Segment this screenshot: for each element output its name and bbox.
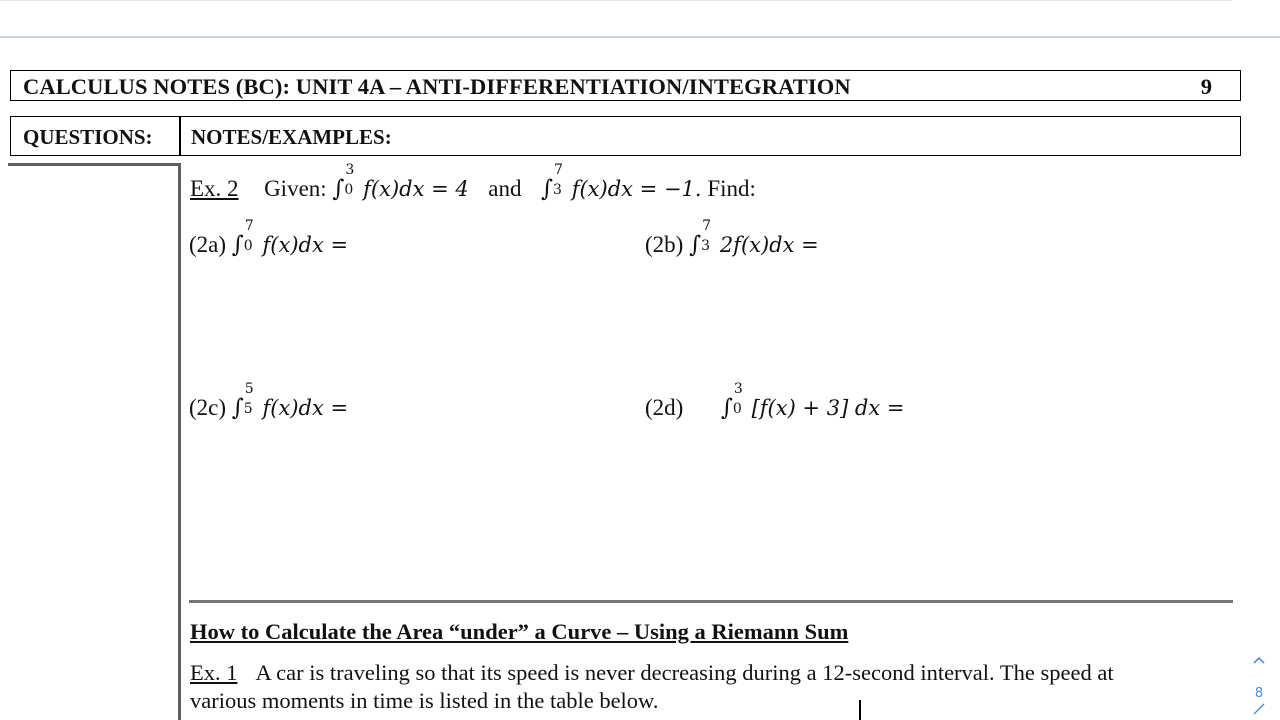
notes-title: CALCULUS NOTES (BC): UNIT 4A – ANTI-DIFFERENTIATION/INTEGRATION <box>23 74 851 99</box>
and-word: and <box>488 176 522 201</box>
integral-sign-icon: ∫ <box>231 395 244 421</box>
notes-header: NOTES/EXAMPLES: <box>191 125 392 149</box>
part-2a-expression: f(x)dx = <box>262 233 349 257</box>
riemann-section-title: How to Calculate the Area “under” a Curve – Using a Riemann Sum <box>190 619 849 644</box>
part-2b <box>645 218 819 258</box>
riemann-ex1-line-2 <box>190 688 658 714</box>
part-2a-upper: 7 <box>244 218 254 234</box>
top-bar-divider <box>0 36 1280 38</box>
part-2d-label: (2d) <box>645 395 684 420</box>
riemann-ex1-text-1: A car is traveling so that its speed is never decreasing during a 12-second interval. The speed at <box>255 660 1114 685</box>
int1-lower: 0 <box>344 182 354 198</box>
int1-expression: f(x)dx = 4 <box>363 177 469 201</box>
part-2d-upper: 3 <box>733 381 743 397</box>
part-2b-expression: 2f(x)dx = <box>719 233 819 257</box>
part-2c-expression: f(x)dx = <box>262 396 349 420</box>
part-2c-lower: 5 <box>243 401 253 417</box>
find-word: Find: <box>707 176 756 201</box>
int2-expression: f(x)dx = −1. <box>571 177 702 201</box>
questions-column-rule <box>178 163 181 720</box>
integral-sign-icon: ∫ <box>689 232 702 258</box>
questions-header: QUESTIONS: <box>23 125 153 149</box>
part-2b-upper: 7 <box>702 218 711 234</box>
part-2a <box>189 218 349 258</box>
integral-sign-icon: ∫ <box>540 176 553 202</box>
integral-sign-icon: ∫ <box>231 232 244 258</box>
viewer-top-bar <box>0 0 1280 38</box>
riemann-ex1-label: Ex. 1 <box>190 660 238 685</box>
part-2d-expression: [f(x) + 3] dx = <box>751 396 905 420</box>
questions-column-top-rule <box>8 163 181 166</box>
part-2c <box>189 381 349 421</box>
part-2d <box>645 381 905 421</box>
section-divider <box>189 600 1233 603</box>
int1-upper: 3 <box>345 162 355 178</box>
part-2b-label: (2b) <box>645 232 684 257</box>
part-2a-label: (2a) <box>189 232 227 257</box>
chevron-up-icon[interactable] <box>1250 654 1268 669</box>
top-bar-faint-line <box>0 0 1232 1</box>
page-number: 9 <box>1200 74 1212 99</box>
part-2c-label: (2c) <box>189 395 227 420</box>
text-cursor <box>859 700 861 720</box>
notes-title-box <box>10 70 1241 101</box>
riemann-ex1-line-1 <box>190 660 1114 686</box>
int2-upper: 7 <box>553 162 563 178</box>
header-divider <box>179 117 181 155</box>
integral-sign-icon: ∫ <box>332 176 345 202</box>
part-2b-lower: 3 <box>701 238 710 254</box>
page-indicator[interactable]: 8 <box>1254 686 1264 701</box>
riemann-ex1-text-2: various moments in time is listed in the table below. <box>190 688 659 713</box>
integral-sign-icon: ∫ <box>720 395 733 421</box>
column-header-box <box>10 116 1241 156</box>
part-2d-lower: 0 <box>732 401 742 417</box>
part-2a-lower: 0 <box>243 238 253 254</box>
part-2c-upper: 5 <box>244 381 254 397</box>
pen-icon[interactable] <box>1250 702 1268 720</box>
int2-lower: 3 <box>552 182 562 198</box>
ex2-given-word: Given: <box>264 176 327 201</box>
ex2-label: Ex. 2 <box>190 176 239 201</box>
ex2-given-line <box>190 162 756 202</box>
